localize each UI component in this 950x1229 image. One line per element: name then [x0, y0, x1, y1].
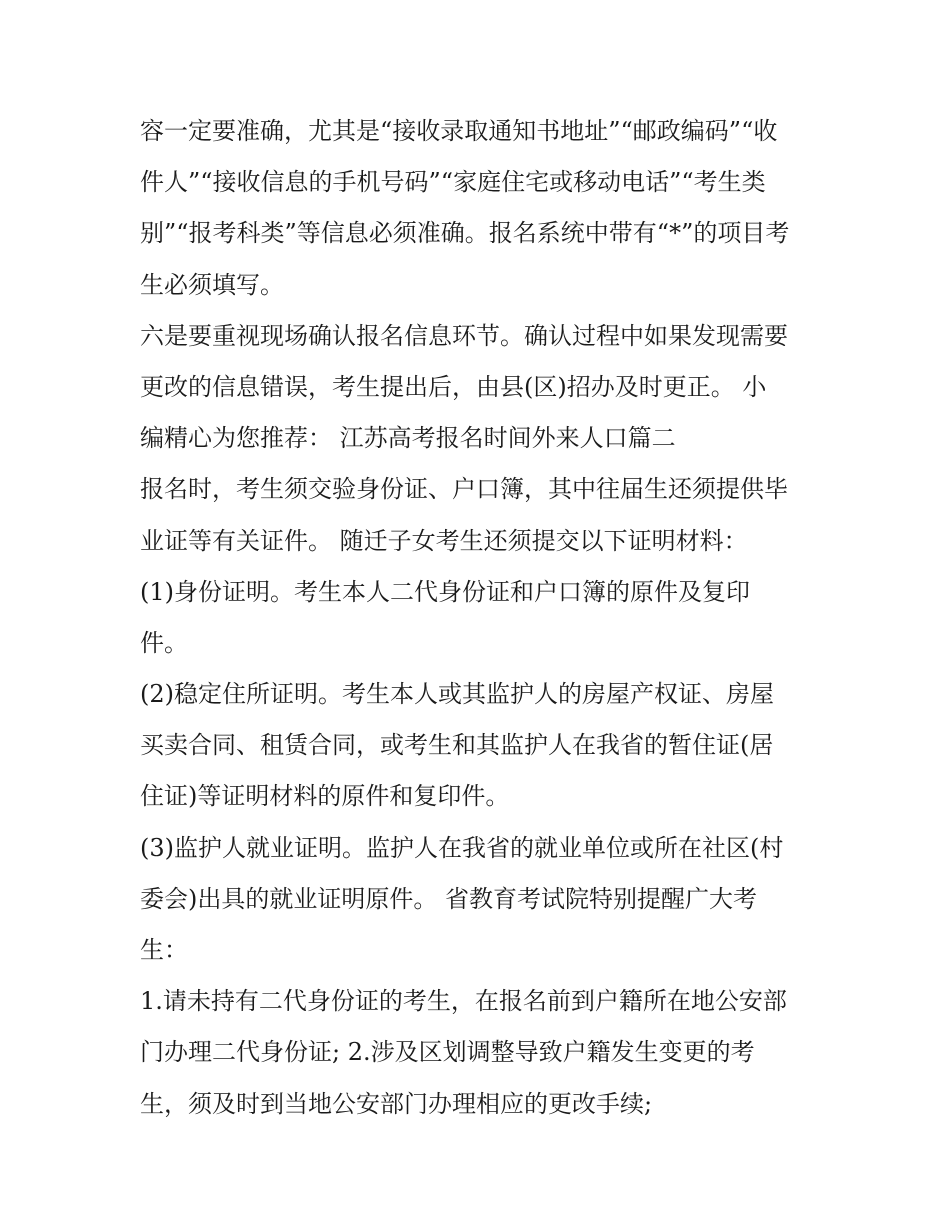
text-line: 编精心为您推荐： 江苏高考报名时间外来人口篇二 — [140, 424, 676, 453]
text-line: (3)监护人就业证明。监护人在我省的就业单位或所在社区(村 — [140, 833, 784, 862]
text-line: 六是要重视现场确认报名信息环节。确认过程中如果发现需要 — [140, 321, 788, 350]
text-line: 别”“报考科类”等信息必须准确。报名系统中带有“*”的项目考 — [140, 219, 790, 248]
text-line: 件。 — [140, 628, 188, 657]
text-line: (2)稳定住所证明。考生本人或其监护人的房屋产权证、房屋 — [140, 680, 774, 709]
text-line: 件人”“接收信息的手机号码”“家庭住宅或移动电话”“考生类 — [140, 168, 766, 197]
text-line: 生，须及时到当地公安部门办理相应的更改手续; — [140, 1089, 653, 1118]
text-line: 住证)等证明材料的原件和复印件。 — [140, 782, 510, 811]
text-line: 报名时，考生须交验身份证、户口簿，其中往届生还须提供毕 — [140, 475, 788, 504]
text-line: 门办理二代身份证; 2.涉及区划调整导致户籍发生变更的考 — [140, 1038, 755, 1067]
text-line: 买卖合同、租赁合同，或考生和其监护人在我省的暂住证(居 — [140, 731, 774, 760]
text-line: 1.请未持有二代身份证的考生，在报名前到户籍所在地公安部 — [140, 987, 787, 1016]
document-body — [140, 106, 830, 1130]
text-line: 生必须填写。 — [140, 270, 284, 299]
text-line: 容一定要准确，尤其是“接收录取通知书地址”“邮政编码”“收 — [140, 117, 778, 145]
text-line: (1)身份证明。考生本人二代身份证和户口簿的原件及复印 — [140, 577, 750, 606]
text-line: 委会)出具的就业证明原件。 省教育考试院特别提醒广大考 — [140, 884, 757, 913]
text-line: 生： — [140, 936, 188, 964]
text-line: 更改的信息错误，考生提出后，由县(区)招办及时更正。 小 — [140, 372, 767, 401]
text-line: 业证等有关证件。 随迁子女考生还须提交以下证明材料： — [140, 526, 748, 555]
